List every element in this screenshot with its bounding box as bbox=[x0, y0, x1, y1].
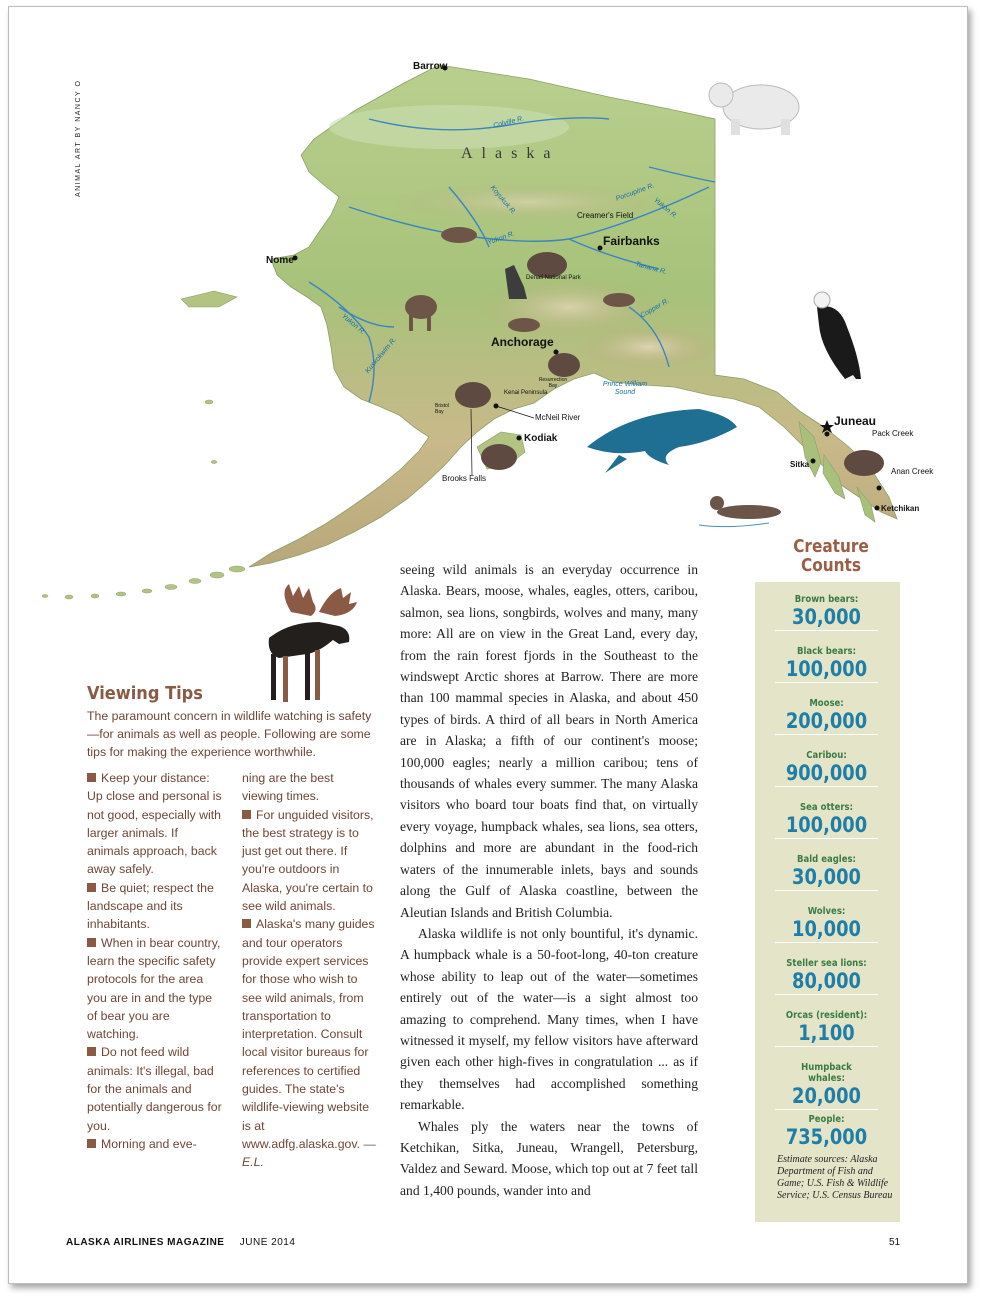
label-kuskokwim-river: Kuskokwim R. bbox=[364, 336, 399, 375]
issue-date: JUNE 2014 bbox=[239, 1237, 296, 1248]
viewing-tips-title: Viewing Tips bbox=[87, 683, 203, 704]
tip-item: Do not feed wild animals: It's illegal, bad for the animals and potentially dangerous for you. bbox=[87, 1045, 222, 1133]
label-koyukuk-river: Koyukuk R. bbox=[488, 184, 518, 217]
label-brooks-falls: Brooks Falls bbox=[442, 474, 487, 483]
tip-item: For unguided visitors, the best strategy is to just get out there. If you're outdoors in Alaska, you're certain to see wild animals. bbox=[242, 807, 374, 914]
label-colville-river: Colville R. bbox=[492, 115, 525, 130]
count-item: Black bears: 100,000 bbox=[775, 646, 878, 683]
bullet-square bbox=[87, 773, 96, 782]
tip-item: Keep your distance: Up close and personal is not good, especially with larger animals. If animals approach, back away safely. bbox=[87, 771, 222, 877]
label-barrow: Barrow bbox=[413, 61, 448, 72]
fairbanks-dot bbox=[598, 246, 603, 251]
count-item: Orcas (resident): 1,100 bbox=[775, 1010, 878, 1047]
count-item: Steller sea lions: 80,000 bbox=[775, 958, 878, 995]
article-paragraph-2: Alaska wildlife is not only bountiful, it's dynamic. A humpback whale is a 50-foot-long, 40-ton creature whose ability to leap out of the water—sometimes entirely out of the water—is a sight almost too amazing to comprehend. Many times, when I have witnessed it myself, my fellow visitors have afterward given each other high-fives in congratulation ... as if they themselves had accomplished something remarkable. bbox=[400, 925, 698, 1113]
label-ketchikan: Ketchikan bbox=[881, 504, 920, 513]
creature-counts-box bbox=[755, 582, 900, 1222]
tips-signature: —E.L. bbox=[242, 1136, 376, 1170]
label-porcupine-river: Porcupine R. bbox=[615, 182, 656, 203]
count-item: Humpback whales: 20,000 bbox=[775, 1062, 878, 1110]
bullet-square bbox=[87, 938, 96, 947]
label-yukon-river: Yukon R. bbox=[486, 230, 516, 247]
anchorage-dot bbox=[554, 350, 559, 355]
label-fairbanks: Fairbanks bbox=[603, 234, 660, 248]
label-sitka: Sitka bbox=[790, 460, 810, 469]
label-bristol-bay: Bristol Bay bbox=[435, 403, 449, 415]
art-credit: ANIMAL ART BY NANCY O bbox=[75, 79, 82, 197]
tip-item: Alaska's many guides and tour operators provide expert services for those who wish to see wild animals, from transportation to interpretation. Consult local visitor bureaus for references to certified guides. The state's wildlife-viewing website is at www.adfg.alaska.gov. —E.L. bbox=[242, 917, 376, 1170]
creature-counts-title: Creature Counts bbox=[793, 536, 869, 576]
label-pack-creek: Pack Creek bbox=[872, 429, 914, 438]
page-footer bbox=[66, 1237, 295, 1248]
ketchikan-dot bbox=[875, 506, 880, 511]
label-juneau: Juneau bbox=[834, 414, 877, 428]
bullet-square bbox=[242, 810, 251, 819]
count-item: Brown bears: 30,000 bbox=[775, 594, 878, 631]
label-yukon-river-3: Yukon R. bbox=[340, 312, 367, 337]
anan-dot bbox=[877, 486, 882, 491]
count-item: Sea otters: 100,000 bbox=[775, 802, 878, 839]
tip-item: When in bear country, learn the specific safety protocols for the area you are in and the type of bear you are watching. bbox=[87, 935, 221, 1042]
tip-item: Be quiet; respect the landscape and its inhabitants. bbox=[87, 880, 214, 932]
label-resurrection-bay: Resurrection Bay bbox=[538, 377, 568, 389]
label-anchorage: Anchorage bbox=[491, 335, 554, 349]
tips-column-1 bbox=[87, 769, 222, 1153]
bullet-square bbox=[87, 1139, 96, 1148]
pack-creek-dot bbox=[825, 432, 830, 437]
label-kenai: Kenai Peninsula bbox=[504, 390, 548, 396]
label-nome: Nome bbox=[266, 255, 294, 266]
label-denali: Denali National Park bbox=[526, 275, 581, 281]
viewing-tips-intro: The paramount concern in wildlife watching is safety—for animals as well as people. Following are some tips for making the experience worthwhile. bbox=[87, 709, 372, 759]
label-anan-creek: Anan Creek bbox=[891, 467, 934, 476]
sitka-dot bbox=[811, 459, 816, 464]
magazine-name: ALASKA AIRLINES MAGAZINE bbox=[66, 1237, 225, 1248]
label-prince-william-sound: Prince William Sound bbox=[602, 381, 648, 396]
count-item: Bald eagles: 30,000 bbox=[775, 854, 878, 891]
tip-item: Morning and eve- bbox=[87, 1135, 222, 1153]
alaska-map bbox=[9, 7, 967, 607]
label-kodiak: Kodiak bbox=[524, 433, 558, 444]
tips-column-2 bbox=[242, 769, 377, 1172]
kodiak-dot bbox=[517, 436, 522, 441]
bald-eagle-art bbox=[814, 292, 861, 383]
magazine-page bbox=[8, 6, 968, 1284]
humpback-whale-art bbox=[587, 409, 737, 473]
label-alaska: Alaska bbox=[461, 145, 560, 162]
count-item: Wolves: 10,000 bbox=[775, 906, 878, 943]
count-item: Caribou: 900,000 bbox=[775, 750, 878, 787]
label-tanana-river: Tanana R. bbox=[634, 260, 668, 277]
bullet-square bbox=[87, 883, 96, 892]
bullet-square bbox=[87, 1047, 96, 1056]
article-body bbox=[400, 559, 698, 1201]
label-mcneil-river: McNeil River bbox=[535, 413, 581, 422]
count-item: Moose: 200,000 bbox=[775, 698, 878, 735]
polar-bear-art bbox=[709, 83, 799, 135]
label-copper-river: Copper R. bbox=[639, 297, 671, 320]
page-number: 51 bbox=[889, 1237, 901, 1248]
bullet-square bbox=[242, 919, 251, 928]
article-paragraph-3: Whales ply the waters near the towns of Ketchikan, Sitka, Juneau, Wrangell, Petersburg, Valdez and Seward. Moose, which top out at 7 feet tall and 1,400 pounds, wander into and bbox=[400, 1118, 698, 1198]
label-creamers-field: Creamer's Field bbox=[577, 211, 634, 220]
sea-otter-art bbox=[699, 496, 781, 527]
article-paragraph-1: seeing wild animals is an everyday occurrence in Alaska. Bears, moose, whales, eagles, otters, caribou, salmon, sea lions, songbirds, wolves and many, many more: All are on view in the Great Land, every day, from the rain forest fjords in the Southeast to the windswept Arctic shores at Barrow. There are more than 100 mammal species in Alaska, and about 450 types of birds. A third of all bears in North America are in Alaska; a fifth of our continent's moose; 100,000 eagles; nearly a million caribou; tens of thousands of whales every summer. The many Alaska visitors who board tour boats find that, on virtually every voyage, humpback whales, sea lions, sea otters, dolphins and more are abundant in the food-rich waters of the innumerable inlets, bays and sounds along the Gulf of Alaska coastline, between the Aleutian Islands and British Columbia. bbox=[400, 562, 698, 920]
label-yukon-river-2: Yukon R. bbox=[652, 196, 679, 221]
count-item: People: 735,000 bbox=[785, 1114, 868, 1149]
estimate-sources: Estimate sources: Alaska Department of Fish and Game; U.S. Fish & Wildlife Service; U.S. Census Bureau bbox=[777, 1154, 893, 1201]
moose-illustration bbox=[249, 582, 359, 707]
tip-item-continued: ning are the best viewing times. bbox=[242, 771, 334, 804]
